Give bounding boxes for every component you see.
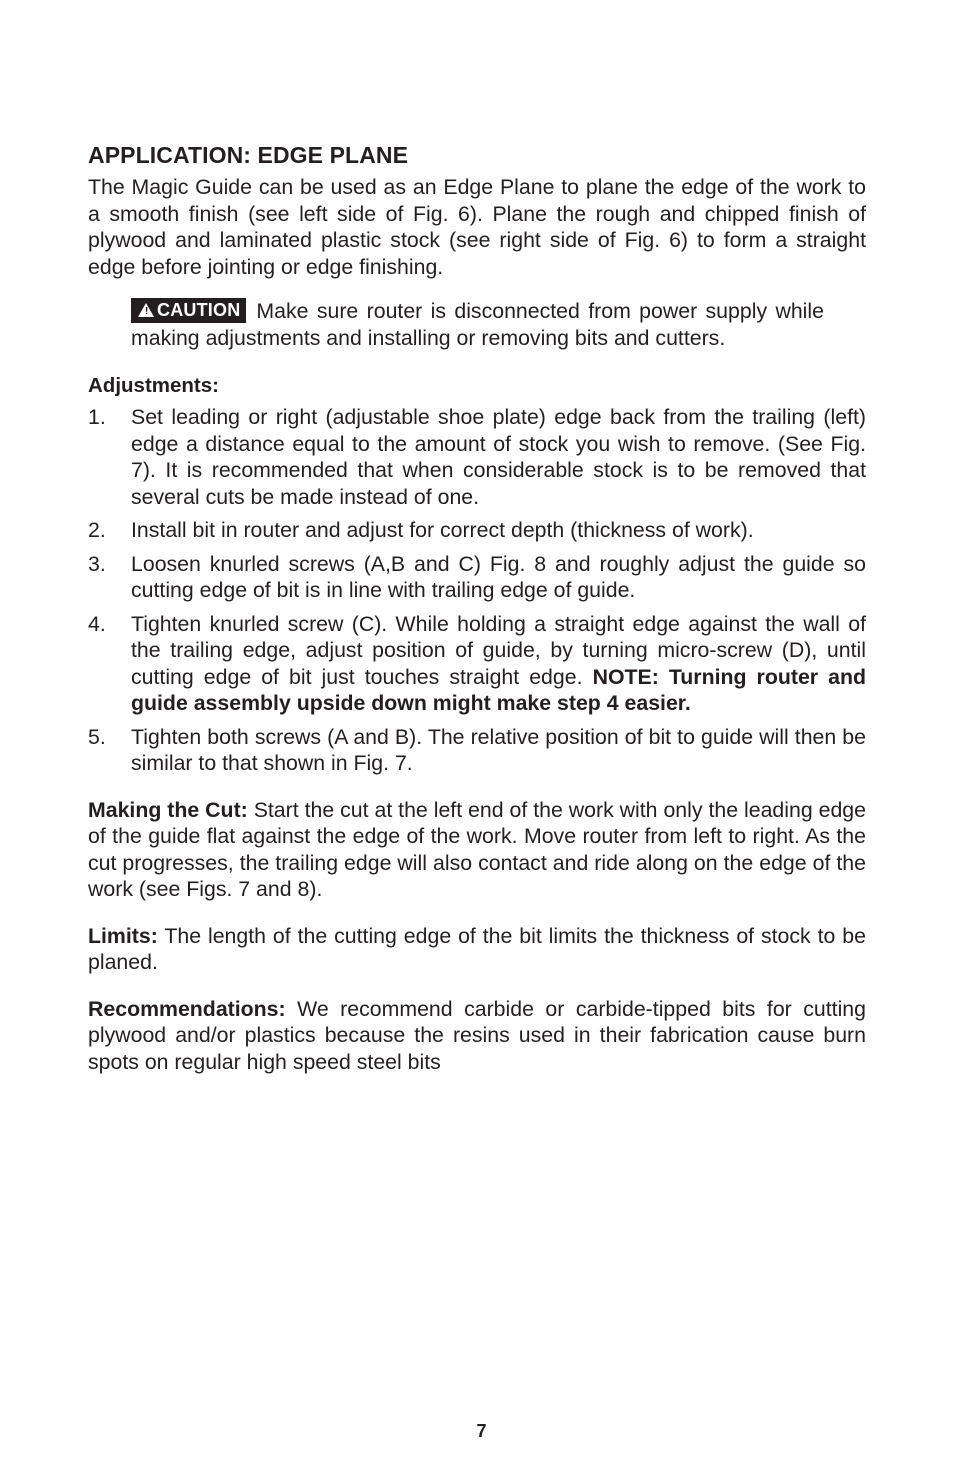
list-item: [88, 724, 866, 777]
recommendations-text: We recommend carbide or carbide-tipped bits for cutting plywood and/or plastics because the resins used in their fabrication cause burn spots on regular high speed steel bits: [88, 996, 866, 1074]
page-number: 7: [476, 1421, 487, 1441]
step-text: Loosen knurled screws (A,B and C) Fig. 8 and roughly adjust the guide so cutting edge of bit is in line with trailing edge of guide.: [131, 551, 866, 602]
step-number: 2.: [88, 518, 106, 542]
caution-badge: [131, 298, 246, 323]
step-text: Set leading or right (adjustable shoe plate) edge back from the trailing (left) edge a distance equal to the amount of stock you wish to remove. (See Fig. 7). It is recommended that when considerable stock is to be removed that several cuts be made instead of one.: [131, 405, 866, 509]
list-item: [88, 551, 866, 604]
warning-triangle-icon: !: [138, 303, 154, 317]
list-item: [88, 611, 866, 717]
step-number: 1.: [88, 405, 106, 429]
step-text: Tighten knurled screw (C). While holding a straight edge against the wall of the trailing edge, adjust position of guide, by turning micro-screw (D), until cutting edge of bit just touches straight edge.: [131, 611, 866, 689]
making-the-cut-paragraph: [88, 797, 866, 903]
caution-text: Make sure router is disconnected from power supply while making adjustments and installing or removing bits and cutters.: [131, 299, 824, 350]
caution-badge-label: CAUTION: [157, 300, 241, 320]
step-number: 5.: [88, 724, 106, 749]
limits-paragraph: [88, 923, 866, 976]
step-number: 3.: [88, 551, 106, 576]
limits-text: The length of the cutting edge of the bit limits the thickness of stock to be planed.: [88, 923, 866, 974]
step-note: NOTE: Turning router and guide assembly upside down might make step 4 easier.: [131, 664, 866, 715]
page-content: [88, 140, 866, 1075]
caution-notice: [131, 298, 824, 351]
limits-label: Limits:: [88, 923, 158, 948]
recommendations-label: Recommendations:: [88, 996, 286, 1021]
adjustments-steps: [88, 404, 866, 777]
list-item: [88, 517, 866, 544]
step-text: Install bit in router and adjust for correct depth (thickness of work).: [131, 518, 754, 542]
section-title: APPLICATION: EDGE PLANE: [88, 142, 409, 168]
list-item: [88, 404, 866, 510]
adjustments-heading: Adjustments:: [88, 374, 219, 397]
recommendations-paragraph: [88, 996, 866, 1076]
making-the-cut-text: Start the cut at the left end of the work with only the leading edge of the guide flat against the edge of the work. Move router from left to right. As the cut progresses, the trailing edge will also contact and ride along on the edge of the work (see Figs. 7 and 8).: [88, 797, 866, 901]
step-number: 4.: [88, 611, 106, 636]
step-text: Tighten both screws (A and B). The relative position of bit to guide will then be similar to that shown in Fig. 7.: [131, 724, 866, 775]
intro-paragraph: The Magic Guide can be used as an Edge Plane to plane the edge of the work to a smooth finish (see left side of Fig. 6). Plane the rough and chipped finish of plywood and laminated plastic stock (see right side of Fig. 6) to form a straight edge before jointing or edge finishing.: [88, 175, 866, 279]
making-the-cut-label: Making the Cut:: [88, 797, 248, 822]
